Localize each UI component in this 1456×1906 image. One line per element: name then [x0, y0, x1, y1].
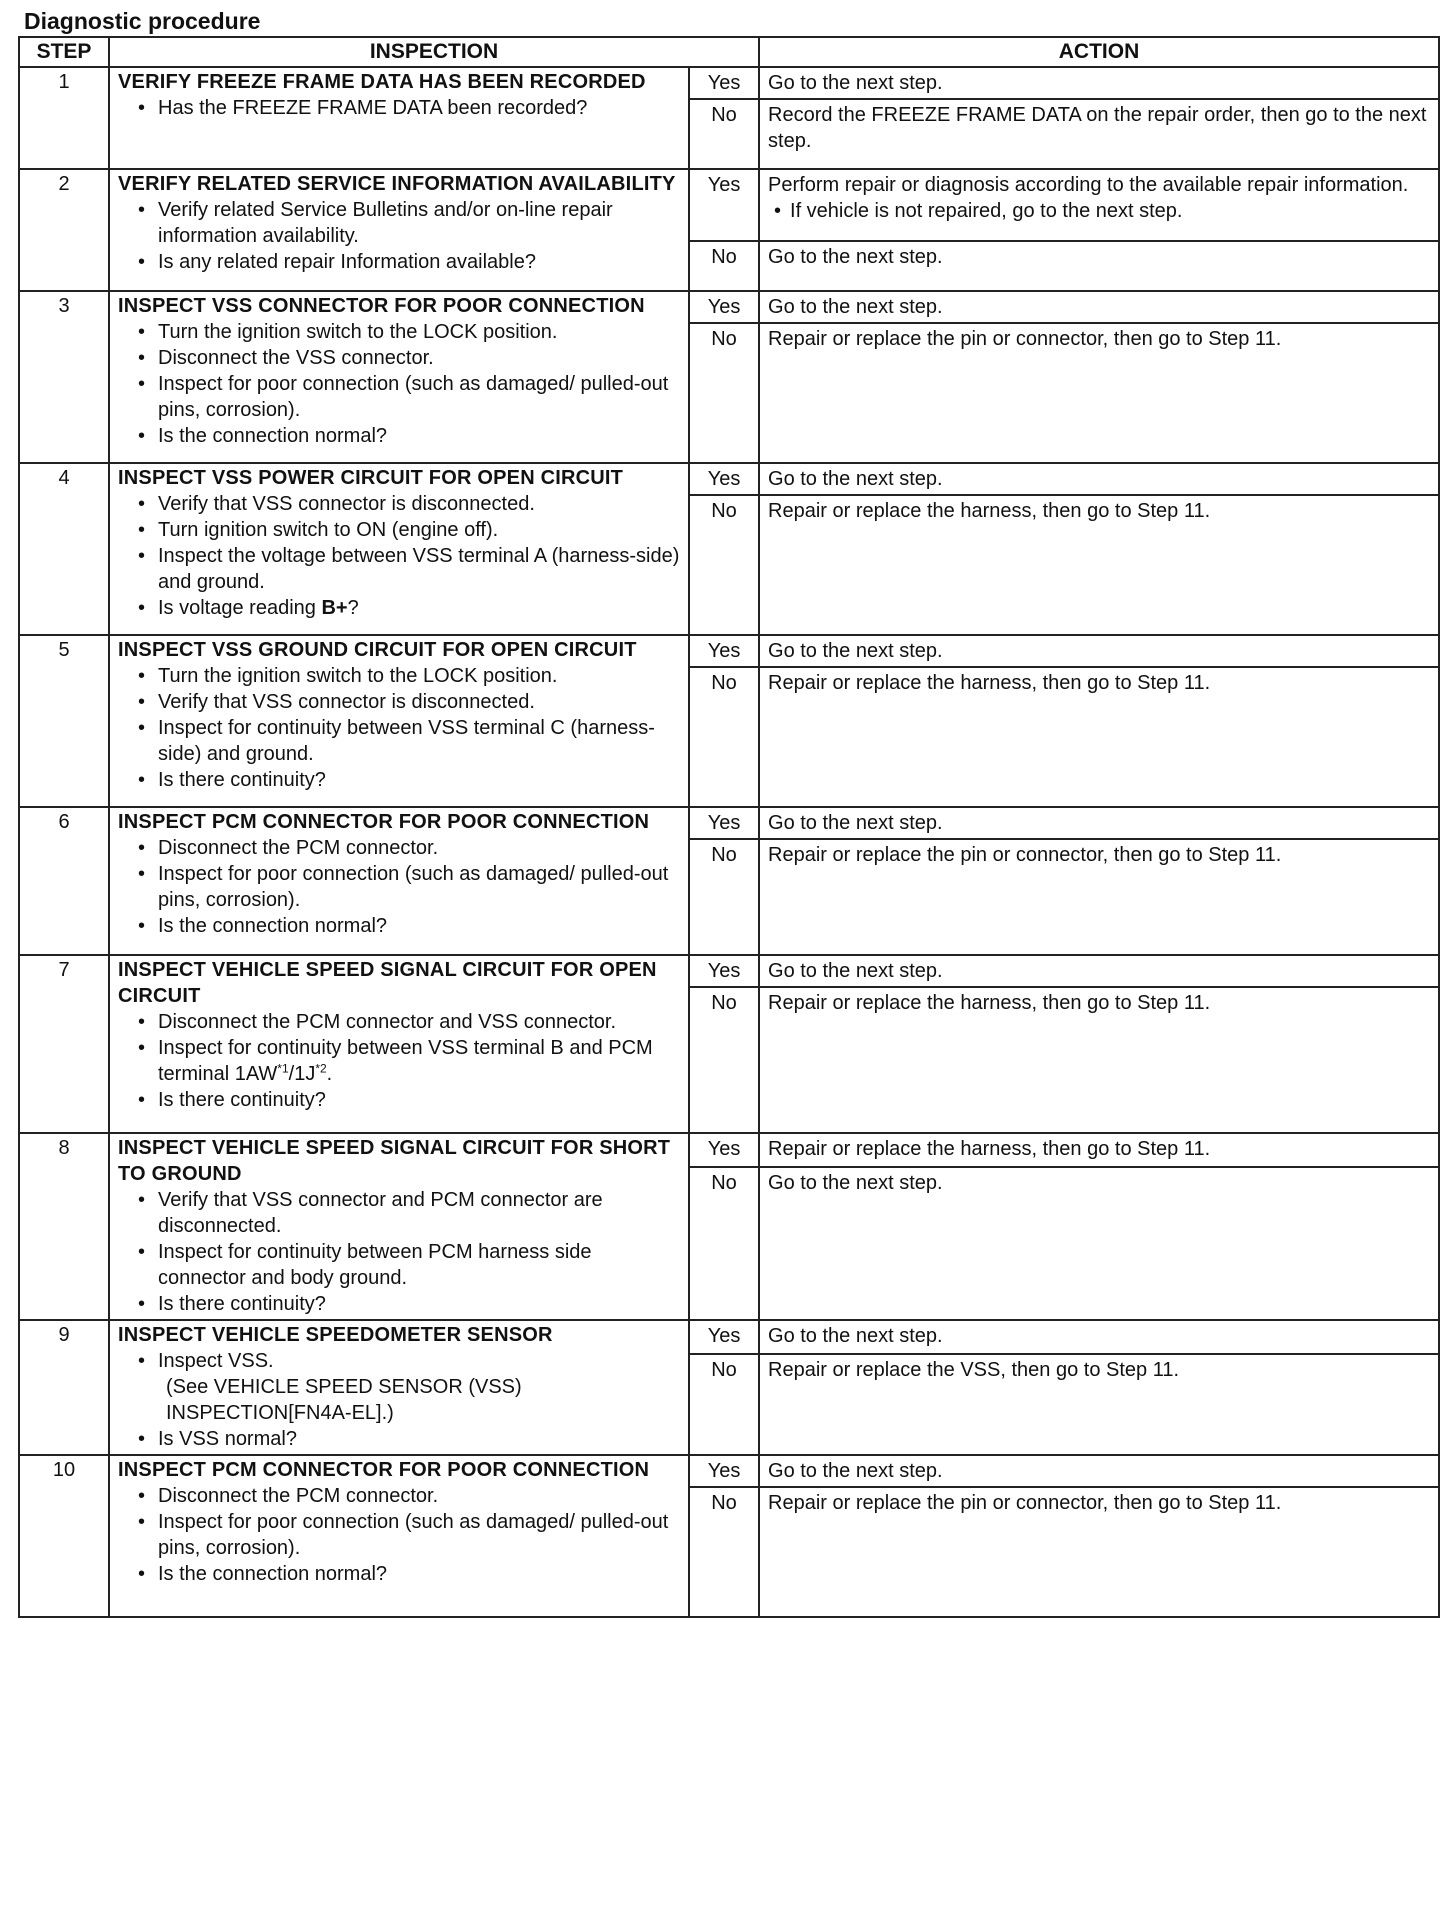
inspection-item: • Verify that VSS connector and PCM connector are disconnected.: [130, 1187, 682, 1239]
diagnostic-table: [18, 36, 1440, 1618]
no-action: Repair or replace the pin or connector, then go to Step 11.: [759, 1487, 1439, 1617]
inspection-title: INSPECT VEHICLE SPEEDOMETER SENSOR: [118, 1324, 553, 1346]
inspection-cell: [109, 291, 689, 463]
inspection-item: • Is VSS normal?: [130, 1426, 682, 1452]
inspection-text: ?: [347, 597, 359, 619]
inspection-list: [118, 1483, 682, 1587]
yes-action: [759, 1320, 1439, 1354]
yes-action-text: Go to the next step.: [768, 296, 943, 318]
yes-action: [759, 291, 1439, 323]
inspection-item: • Turn the ignition switch to the LOCK position.: [130, 663, 682, 689]
inspection-item: • Has the FREEZE FRAME DATA been recorded?: [130, 95, 682, 121]
no-action: Go to the next step.: [759, 1167, 1439, 1320]
inspection-cell: [109, 67, 689, 169]
yes-action: [759, 1133, 1439, 1167]
inspection-cell: [109, 1455, 689, 1617]
table-row: [19, 67, 1439, 99]
table-row: [19, 1133, 1439, 1167]
yes-label: Yes: [689, 169, 759, 241]
yes-label: Yes: [689, 1133, 759, 1167]
inspection-item: • Verify that VSS connector is disconnected.: [130, 491, 682, 517]
inspection-item: • Disconnect the PCM connector and VSS connector.: [130, 1009, 682, 1035]
inspection-title: INSPECT VSS CONNECTOR FOR POOR CONNECTION: [118, 295, 645, 317]
yes-label: Yes: [689, 67, 759, 99]
inspection-item: • Is the connection normal?: [130, 1561, 682, 1587]
inspection-cell: [109, 1320, 689, 1455]
table-header-row: [19, 37, 1439, 67]
inspection-item: • Is there continuity?: [130, 1291, 682, 1317]
inspection-item: • Is there continuity?: [130, 767, 682, 793]
inspection-title: VERIFY RELATED SERVICE INFORMATION AVAILABILITY: [118, 173, 676, 195]
inspection-cell: [109, 169, 689, 291]
inspection-item: [130, 595, 682, 621]
step-number: 5: [19, 635, 109, 807]
inspection-title: VERIFY FREEZE FRAME DATA HAS BEEN RECORDED: [118, 71, 646, 93]
no-action: Repair or replace the pin or connector, then go to Step 11.: [759, 323, 1439, 463]
yes-action-text: Go to the next step.: [768, 72, 943, 94]
yes-action: [759, 1455, 1439, 1487]
yes-action-subitem: • If vehicle is not repaired, go to the next step.: [768, 198, 1432, 224]
no-label: No: [689, 839, 759, 955]
yes-action-text: Perform repair or diagnosis according to the available repair information.: [768, 174, 1409, 196]
no-label: No: [689, 987, 759, 1133]
inspection-item: • Is there continuity?: [130, 1087, 682, 1113]
inspection-title: INSPECT VSS POWER CIRCUIT FOR OPEN CIRCUIT: [118, 467, 624, 489]
table-body: [19, 67, 1439, 1617]
yes-action: [759, 169, 1439, 241]
inspection-list: [118, 491, 682, 621]
table-row: [19, 1455, 1439, 1487]
inspection-item: • Verify related Service Bulletins and/or on-line repair information availability.: [130, 197, 682, 249]
inspection-item: • Is the connection normal?: [130, 913, 682, 939]
inspection-item: [130, 1035, 682, 1087]
footnote-marker: *1: [277, 1061, 289, 1076]
yes-action-text: Go to the next step.: [768, 812, 943, 834]
inspection-cell: [109, 1133, 689, 1320]
yes-action-text: Go to the next step.: [768, 468, 943, 490]
page-title: Diagnostic procedure: [24, 8, 261, 34]
yes-action: [759, 463, 1439, 495]
inspection-item: • Disconnect the PCM connector.: [130, 1483, 682, 1509]
step-number: 2: [19, 169, 109, 291]
inspection-list: [118, 197, 682, 275]
inspection-item: • Is any related repair Information available?: [130, 249, 682, 275]
inspection-title: INSPECT VSS GROUND CIRCUIT FOR OPEN CIRCUIT: [118, 639, 637, 661]
no-action: Go to the next step.: [759, 241, 1439, 291]
inspection-item: • Inspect the voltage between VSS terminal A (harness-side) and ground.: [130, 543, 682, 595]
inspection-list: [118, 663, 682, 793]
inspection-text: B+: [321, 597, 348, 619]
no-label: No: [689, 241, 759, 291]
inspection-title: INSPECT PCM CONNECTOR FOR POOR CONNECTION: [118, 811, 650, 833]
table-row: [19, 635, 1439, 667]
footnote-marker: *2: [315, 1061, 327, 1076]
step-number: 9: [19, 1320, 109, 1455]
no-label: No: [689, 1167, 759, 1320]
inspection-list: [118, 1009, 682, 1113]
table-row: [19, 169, 1439, 241]
step-number: 4: [19, 463, 109, 635]
step-number: 6: [19, 807, 109, 955]
step-number: 10: [19, 1455, 109, 1617]
inspection-list: [118, 1348, 682, 1452]
no-label: No: [689, 323, 759, 463]
yes-action: [759, 955, 1439, 987]
inspection-item: • Inspect VSS.: [130, 1348, 682, 1374]
no-label: No: [689, 495, 759, 635]
document: [18, 8, 1438, 1618]
no-label: No: [689, 1354, 759, 1455]
no-action: Repair or replace the harness, then go to Step 11.: [759, 667, 1439, 807]
step-number: 7: [19, 955, 109, 1133]
no-action: Repair or replace the VSS, then go to Step 11.: [759, 1354, 1439, 1455]
inspection-list: [118, 319, 682, 449]
inspection-title: INSPECT VEHICLE SPEED SIGNAL CIRCUIT FOR SHORT TO GROUND: [118, 1137, 671, 1185]
inspection-item: • Disconnect the VSS connector.: [130, 345, 682, 371]
yes-label: Yes: [689, 291, 759, 323]
inspection-item: • Inspect for continuity between VSS terminal C (harness-side) and ground.: [130, 715, 682, 767]
inspection-cell: [109, 635, 689, 807]
header-step: STEP: [19, 37, 109, 67]
yes-label: Yes: [689, 807, 759, 839]
inspection-text: Is voltage reading: [158, 597, 322, 619]
inspection-cell: [109, 955, 689, 1133]
inspection-text: .: [326, 1063, 333, 1085]
yes-action-text: Go to the next step.: [768, 640, 943, 662]
no-action: Repair or replace the pin or connector, then go to Step 11.: [759, 839, 1439, 955]
no-action: Repair or replace the harness, then go to Step 11.: [759, 987, 1439, 1133]
inspection-cell: [109, 463, 689, 635]
step-number: 1: [19, 67, 109, 169]
inspection-item: • Turn ignition switch to ON (engine off).: [130, 517, 682, 543]
yes-action-text: Go to the next step.: [768, 1325, 943, 1347]
yes-label: Yes: [689, 463, 759, 495]
inspection-text: Inspect for continuity between VSS terminal B and PCM terminal 1AW: [158, 1037, 653, 1085]
yes-label: Yes: [689, 1320, 759, 1354]
no-label: No: [689, 99, 759, 169]
inspection-item: • Inspect for poor connection (such as damaged/ pulled-out pins, corrosion).: [130, 1509, 682, 1561]
inspection-cell: [109, 807, 689, 955]
no-action: Repair or replace the harness, then go to Step 11.: [759, 495, 1439, 635]
inspection-item: • Inspect for poor connection (such as damaged/ pulled-out pins, corrosion).: [130, 371, 682, 423]
table-row: [19, 955, 1439, 987]
inspection-title: INSPECT VEHICLE SPEED SIGNAL CIRCUIT FOR OPEN CIRCUIT: [118, 959, 657, 1007]
no-action: Record the FREEZE FRAME DATA on the repair order, then go to the next step.: [759, 99, 1439, 169]
inspection-item: • Inspect for continuity between PCM harness side connector and body ground.: [130, 1239, 682, 1291]
inspection-title: INSPECT PCM CONNECTOR FOR POOR CONNECTION: [118, 1459, 650, 1481]
inspection-item: • Is the connection normal?: [130, 423, 682, 449]
yes-action: [759, 807, 1439, 839]
inspection-text: /1J: [288, 1063, 316, 1085]
yes-label: Yes: [689, 635, 759, 667]
yes-action: [759, 635, 1439, 667]
yes-action-text: Repair or replace the harness, then go to Step 11.: [768, 1138, 1211, 1160]
table-row: [19, 463, 1439, 495]
table-row: [19, 1320, 1439, 1354]
no-label: No: [689, 667, 759, 807]
yes-action-text: Go to the next step.: [768, 1460, 943, 1482]
inspection-item: • Disconnect the PCM connector.: [130, 835, 682, 861]
inspection-list: [118, 95, 682, 121]
table-row: [19, 807, 1439, 839]
inspection-item: • Turn the ignition switch to the LOCK position.: [130, 319, 682, 345]
inspection-item: • Inspect for poor connection (such as damaged/ pulled-out pins, corrosion).: [130, 861, 682, 913]
header-inspection: INSPECTION: [109, 37, 759, 67]
table-row: [19, 291, 1439, 323]
yes-action-text: Go to the next step.: [768, 960, 943, 982]
header-action: ACTION: [759, 37, 1439, 67]
no-label: No: [689, 1487, 759, 1617]
inspection-list: [118, 835, 682, 939]
yes-action: [759, 67, 1439, 99]
step-number: 8: [19, 1133, 109, 1320]
inspection-item: (See VEHICLE SPEED SENSOR (VSS) INSPECTION[FN4A-EL].): [166, 1376, 522, 1424]
yes-label: Yes: [689, 955, 759, 987]
inspection-item: • Verify that VSS connector is disconnected.: [130, 689, 682, 715]
step-number: 3: [19, 291, 109, 463]
inspection-list: [118, 1187, 682, 1317]
yes-label: Yes: [689, 1455, 759, 1487]
